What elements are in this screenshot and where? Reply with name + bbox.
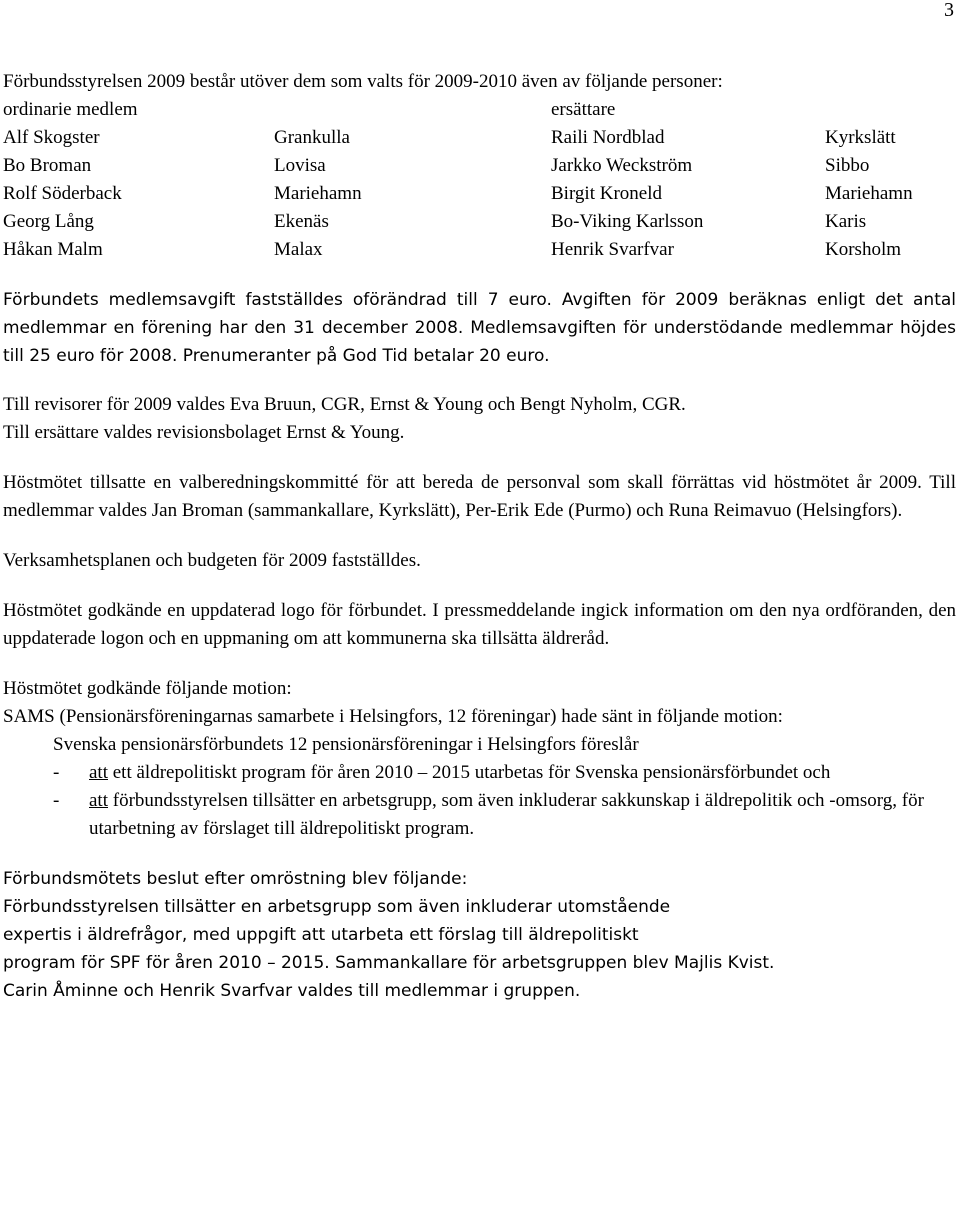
- board-roster: [3, 96, 956, 264]
- roster-row: [3, 124, 956, 152]
- substitute-name: Jarkko Weckström: [551, 155, 693, 176]
- bullet-dash: -: [53, 790, 60, 811]
- substitute-name: Raili Nordblad: [551, 127, 665, 148]
- decision-line: expertis i äldrefrågor, med uppgift att utarbeta ett förslag till äldrepolitiskt: [3, 925, 639, 945]
- intro-paragraph: Förbundsstyrelsen 2009 består utöver dem som valts för 2009-2010 även av följande personer:: [3, 71, 723, 92]
- member-town: Grankulla: [274, 127, 350, 148]
- bullet-dash: -: [53, 762, 60, 783]
- member-name: Håkan Malm: [3, 239, 103, 260]
- logo-paragraph: Höstmötet godkände en uppdaterad logo för förbundet. I pressmeddelande ingick information om den nya ordföranden, den uppdaterade logon och en uppmaning om att kommunerna ska tillsätta äldreråd.: [3, 600, 956, 649]
- bullet-text: ett äldrepolitiskt program för åren 2010 – 2015 utarbetas för Svenska pensionärsförbundet och: [108, 762, 831, 783]
- substitute-name: Birgit Kroneld: [551, 183, 663, 204]
- decision-section: [3, 865, 956, 1005]
- substitute-town: Mariehamn: [825, 183, 913, 204]
- roster-row: [3, 152, 956, 180]
- bullet-text: förbundsstyrelsen tillsätter en arbetsgrupp, som även inkluderar sakkunskap i äldrepolitik och -omsorg, för utarbetning av förslaget till äldrepolitiskt program.: [89, 790, 924, 839]
- member-name: Alf Skogster: [3, 127, 100, 148]
- auditors-line-1: Till revisorer för 2009 valdes Eva Bruun, CGR, Ernst & Young och Bengt Nyholm, CGR.: [3, 394, 686, 415]
- roster-row: [3, 208, 956, 236]
- decision-line: Carin Åminne och Henrik Svarfvar valdes till medlemmar i gruppen.: [3, 981, 581, 1001]
- substitute-town: Kyrkslätt: [825, 127, 896, 148]
- member-name: Georg Lång: [3, 211, 94, 232]
- motion-intro: SAMS (Pensionärsföreningarnas samarbete i Helsingfors, 12 föreningar) hade sänt in följande motion:: [3, 706, 783, 727]
- member-town: Ekenäs: [274, 211, 329, 232]
- bullet-keyword: att: [89, 762, 108, 783]
- member-name: Rolf Söderback: [3, 183, 122, 204]
- substitute-name: Bo-Viking Karlsson: [551, 211, 704, 232]
- plan-paragraph: Verksamhetsplanen och budgeten för 2009 fastställdes.: [3, 550, 421, 571]
- roster-header-row: [3, 96, 956, 124]
- member-town: Lovisa: [274, 155, 326, 176]
- header-regular: ordinarie medlem: [3, 99, 138, 120]
- decision-line: Förbundsstyrelsen tillsätter en arbetsgrupp som även inkluderar utomstående: [3, 897, 671, 917]
- substitute-town: Sibbo: [825, 155, 870, 176]
- substitute-name: Henrik Svarfvar: [551, 239, 674, 260]
- member-town: Malax: [274, 239, 323, 260]
- motion-proposal: Svenska pensionärsförbundets 12 pensionärsföreningar i Helsingfors föreslår: [53, 734, 639, 755]
- member-town: Mariehamn: [274, 183, 362, 204]
- auditors-line-2: Till ersättare valdes revisionsbolaget Ernst & Young.: [3, 422, 405, 443]
- document-body: [3, 68, 956, 1005]
- nomination-paragraph: Höstmötet tillsatte en valberedningskommitté för att bereda de personval som skall förrättas vid höstmötet år 2009. Till medlemmar valdes Jan Broman (sammankallare, Kyrkslätt), Per-Erik Ede (Purmo) och Runa Reimavuo (Helsingfors).: [3, 472, 956, 521]
- substitute-town: Karis: [825, 211, 867, 232]
- decision-line: program för SPF för åren 2010 – 2015. Sammankallare för arbetsgruppen blev Majlis Kvist.: [3, 953, 775, 973]
- roster-row: [3, 236, 956, 264]
- bullet-keyword: att: [89, 790, 108, 811]
- decision-heading: Förbundsmötets beslut efter omröstning blev följande:: [3, 869, 468, 889]
- substitute-town: Korsholm: [825, 239, 901, 260]
- motion-heading: Höstmötet godkände följande motion:: [3, 678, 292, 699]
- header-substitute: ersättare: [551, 99, 616, 120]
- member-name: Bo Broman: [3, 155, 92, 176]
- fee-paragraph: Förbundets medlemsavgift fastställdes oförändrad till 7 euro. Avgiften för 2009 beräknas enligt det antal medlemmar en förening har den 31 december 2008. Medlemsavgiften för understödande medlemmar höjdes till 25 euro för 2008. Prenumeranter på God Tid betalar 20 euro.: [3, 290, 956, 366]
- motion-bullet: [3, 787, 956, 843]
- motion-bullet: [3, 759, 956, 787]
- page-number: 3: [944, 0, 954, 21]
- roster-row: [3, 180, 956, 208]
